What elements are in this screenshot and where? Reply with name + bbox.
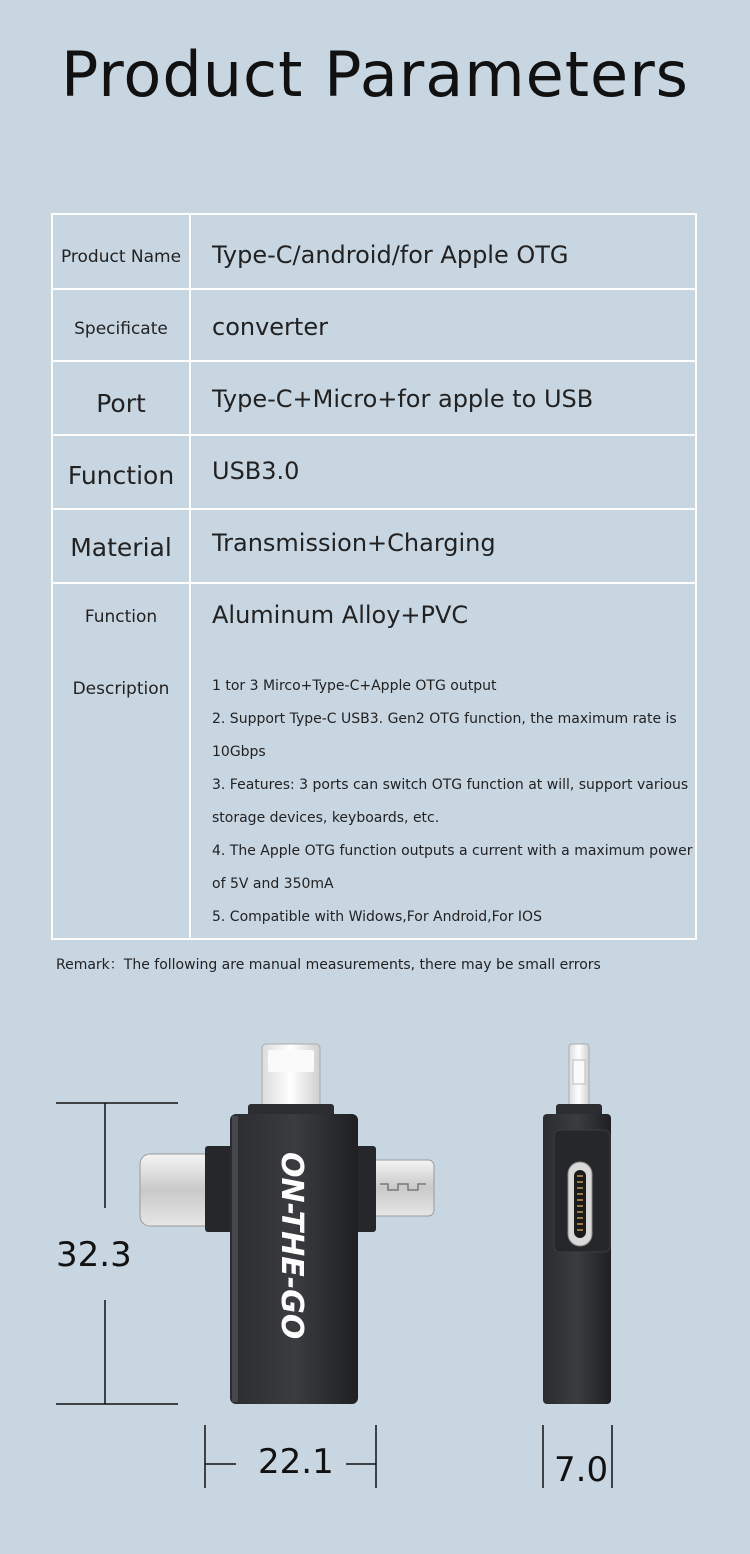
param-label-material: Material — [70, 533, 172, 562]
column-divider — [189, 215, 191, 938]
param-value-function-2: Aluminum Alloy+PVC — [212, 601, 469, 629]
param-label-port: Port — [96, 389, 146, 418]
param-value-function: USB3.0 — [212, 457, 300, 485]
row-divider — [53, 360, 695, 362]
param-value-specificate: converter — [212, 313, 328, 341]
parameters-table — [51, 213, 697, 940]
description-line: storage devices, keyboards, etc. — [212, 810, 440, 826]
description-line: 2. Support Type-C USB3. Gen2 OTG function, the maximum rate is — [212, 711, 677, 727]
row-divider — [53, 288, 695, 290]
param-value-port: Type-C+Micro+for apple to USB — [212, 385, 594, 413]
thickness-dimension-value: 7.0 — [554, 1450, 609, 1490]
param-label-product-name: Product Name — [60, 247, 182, 267]
row-divider — [53, 508, 695, 510]
param-value-product-name: Type-C/android/for Apple OTG — [212, 241, 569, 269]
param-label-function-2: Function — [84, 607, 158, 627]
description-line: of 5V and 350mA — [212, 876, 334, 892]
row-divider — [53, 434, 695, 436]
description-line: 5. Compatible with Widows,For Android,For IOS — [212, 909, 542, 925]
param-label-specificate: Specificate — [74, 319, 168, 339]
product-dimension-diagram — [0, 1030, 750, 1550]
description-line: 3. Features: 3 ports can switch OTG function at will, support various — [212, 777, 689, 793]
param-value-material: Transmission+Charging — [212, 529, 496, 557]
product-illustration — [0, 1030, 750, 1550]
height-dimension-value: 32.3 — [56, 1235, 132, 1275]
page-title: Product Parameters — [61, 38, 689, 111]
description-label: Description — [72, 679, 170, 699]
description-list — [212, 670, 693, 934]
description-line: 4. The Apple OTG function outputs a current with a maximum power — [212, 843, 693, 859]
description-line: 1 tor 3 Mirco+Type-C+Apple OTG output — [212, 678, 497, 694]
param-label-function: Function — [67, 461, 175, 490]
brand-text: ON-THE-GO — [274, 1152, 309, 1340]
description-line: 10Gbps — [212, 744, 266, 760]
row-divider — [53, 582, 695, 584]
remark-note: Remark：The following are manual measurements, there may be small errors — [56, 957, 601, 973]
width-dimension-value: 22.1 — [258, 1442, 334, 1482]
